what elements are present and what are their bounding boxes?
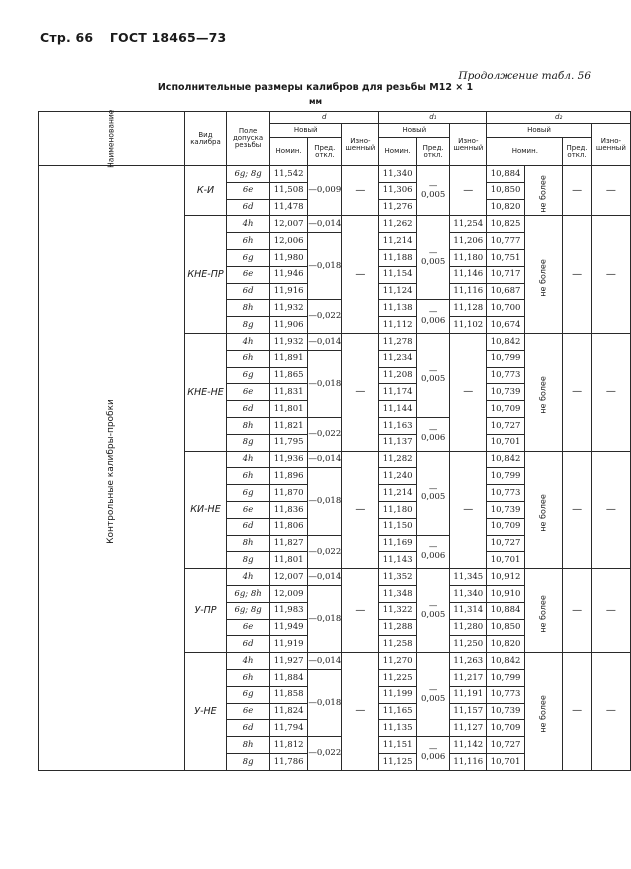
d2-deviation-cell: —: [563, 216, 591, 334]
d2-deviation-cell: —: [563, 569, 591, 653]
d1-nominal-cell: 11,282: [379, 451, 417, 468]
gauge-type-name: К-И: [184, 166, 226, 216]
d1-nominal-cell: 11,137: [379, 434, 417, 451]
d1-worn-cell: 11,102: [450, 317, 487, 334]
d-deviation-cell: —0,018: [308, 585, 342, 652]
d2-nominal-cell: 10,727: [487, 417, 525, 434]
tolerance-field-cell: 6g; 8h: [227, 585, 270, 602]
tolerance-field-cell: 6g: [227, 249, 270, 266]
d-nominal-cell: 11,806: [270, 518, 308, 535]
d2-nominal-cell: 10,884: [487, 602, 525, 619]
d2-nominal-cell: 10,701: [487, 552, 525, 569]
d2-worn-cell: —: [591, 653, 630, 771]
d1-worn-cell: 11,280: [450, 619, 487, 636]
d1-nominal-cell: 11,278: [379, 333, 417, 350]
tolerance-field-cell: 6e: [227, 501, 270, 518]
standard-number: ГОСТ 18465—73: [109, 30, 227, 45]
d1-nominal-cell: 11,322: [379, 602, 417, 619]
d-nominal-cell: 11,824: [270, 703, 308, 720]
d-nominal-cell: 11,916: [270, 283, 308, 300]
d1-new-header: Новый: [379, 124, 450, 138]
d-worn-cell: —: [342, 569, 379, 653]
d2-nominal-cell: 10,799: [487, 350, 525, 367]
d-nominal-cell: 11,795: [270, 434, 308, 451]
d2-nominal-cell: 10,842: [487, 333, 525, 350]
d2-nominal-cell: 10,709: [487, 401, 525, 418]
category-header: Наименование: [39, 112, 185, 166]
d2-worn-cell: —: [591, 166, 630, 216]
d1-worn-cell: 11,180: [450, 249, 487, 266]
max-note-cell: [524, 653, 562, 771]
d1-nominal-cell: 11,150: [379, 518, 417, 535]
d1-worn-cell: 11,250: [450, 636, 487, 653]
d1-nominal-cell: 11,144: [379, 401, 417, 418]
d-nominal-cell: 11,836: [270, 501, 308, 518]
d2-nominal-cell: 10,910: [487, 585, 525, 602]
d2-nominal-cell: 10,912: [487, 569, 525, 586]
gauge-dimensions-table: [38, 111, 631, 771]
d2-nominal-cell: 10,674: [487, 317, 525, 334]
tolerance-field-cell: 6e: [227, 182, 270, 199]
d1-deviation-cell: —0,005: [416, 166, 449, 216]
tolerance-field-cell: 8g: [227, 317, 270, 334]
max-note-label: не более: [538, 494, 548, 532]
max-note-cell: [524, 451, 562, 569]
d-nominal-cell: 11,508: [270, 182, 308, 199]
gauge-type-name: КИ-НЕ: [184, 451, 226, 569]
d-nominal-cell: 12,009: [270, 585, 308, 602]
d1-nominal-cell: 11,143: [379, 552, 417, 569]
d1-deviation-header: Пред. откл.: [416, 138, 449, 166]
d1-nominal-cell: 11,352: [379, 569, 417, 586]
d-nominal-cell: 11,478: [270, 199, 308, 216]
d1-worn-cell: 11,254: [450, 216, 487, 233]
max-note-cell: [524, 569, 562, 653]
d1-worn-cell: 11,157: [450, 703, 487, 720]
d1-deviation-cell: —0,005: [416, 333, 449, 417]
tolerance-field-cell: 6d: [227, 401, 270, 418]
d-nominal-cell: 11,906: [270, 317, 308, 334]
d2-nominal-cell: 10,739: [487, 501, 525, 518]
d1-nominal-cell: 11,214: [379, 485, 417, 502]
d-deviation-cell: —0,022: [308, 417, 342, 451]
d1-worn-cell: 11,314: [450, 602, 487, 619]
d-deviation-cell: —0,014: [308, 216, 342, 233]
d-nominal-cell: 11,932: [270, 300, 308, 317]
d1-nominal-cell: 11,125: [379, 753, 417, 770]
d-nominal-cell: 11,542: [270, 166, 308, 183]
tolerance-field-cell: 6g: [227, 686, 270, 703]
d-header: d: [270, 112, 379, 124]
page-number: Стр. 66: [40, 30, 94, 45]
d-nominal-cell: 11,983: [270, 602, 308, 619]
d1-nominal-cell: 11,124: [379, 283, 417, 300]
max-note-cell: [524, 166, 562, 216]
d1-worn-cell: —: [450, 166, 487, 216]
d1-nominal-cell: 11,135: [379, 720, 417, 737]
d2-nominal-cell: 10,717: [487, 266, 525, 283]
d1-nominal-cell: 11,276: [379, 199, 417, 216]
tolerance-field-cell: 8h: [227, 535, 270, 552]
d1-nominal-cell: 11,154: [379, 266, 417, 283]
d1-nominal-cell: 11,348: [379, 585, 417, 602]
d2-nominal-cell: 10,820: [487, 199, 525, 216]
d-deviation-header: Пред. откл.: [308, 138, 342, 166]
d-nominal-cell: 11,865: [270, 367, 308, 384]
d1-nominal-cell: 11,138: [379, 300, 417, 317]
d-nominal-cell: 11,891: [270, 350, 308, 367]
d-worn-header: Изно- шенный: [342, 124, 379, 166]
tolerance-field-cell: 4h: [227, 653, 270, 670]
d1-nominal-header: Номин.: [379, 138, 417, 166]
tolerance-field-cell: 6h: [227, 468, 270, 485]
d2-nominal-cell: 10,727: [487, 737, 525, 754]
d2-nominal-cell: 10,820: [487, 636, 525, 653]
d1-nominal-cell: 11,208: [379, 367, 417, 384]
tolerance-field-cell: 4h: [227, 216, 270, 233]
tolerance-field-cell: 4h: [227, 451, 270, 468]
tolerance-field-cell: 6h: [227, 669, 270, 686]
tolerance-field-cell: 6h: [227, 233, 270, 250]
tolerance-field-cell: 6h: [227, 350, 270, 367]
d2-nominal-cell: 10,825: [487, 216, 525, 233]
d2-nominal-cell: 10,850: [487, 182, 525, 199]
max-note-cell: [524, 333, 562, 451]
d2-nominal-cell: 10,687: [487, 283, 525, 300]
d2-nominal-cell: 10,739: [487, 384, 525, 401]
tolerance-field-cell: 6e: [227, 384, 270, 401]
d2-nominal-cell: 10,884: [487, 166, 525, 183]
d1-worn-cell: 11,345: [450, 569, 487, 586]
d1-nominal-cell: 11,340: [379, 166, 417, 183]
d1-nominal-cell: 11,270: [379, 653, 417, 670]
d1-nominal-cell: 11,180: [379, 501, 417, 518]
d-nominal-cell: 12,007: [270, 569, 308, 586]
d-deviation-cell: —0,018: [308, 233, 342, 300]
tolerance-field-cell: 6d: [227, 720, 270, 737]
d-nominal-cell: 11,919: [270, 636, 308, 653]
table-continuation-note: Продолжение табл. 56: [458, 70, 591, 82]
d2-nominal-cell: 10,773: [487, 686, 525, 703]
tolerance-field-cell: 6d: [227, 518, 270, 535]
d2-worn-header: Изно- шенный: [591, 124, 630, 166]
d-nominal-cell: 11,831: [270, 384, 308, 401]
d1-nominal-cell: 11,169: [379, 535, 417, 552]
max-note-label: не более: [538, 376, 548, 414]
d1-worn-cell: 11,191: [450, 686, 487, 703]
gauge-type-name: У-НЕ: [184, 653, 226, 771]
d1-nominal-cell: 11,234: [379, 350, 417, 367]
d-nominal-cell: 11,896: [270, 468, 308, 485]
d-deviation-cell: —0,022: [308, 300, 342, 334]
d2-nominal-cell: 10,850: [487, 619, 525, 636]
d1-worn-cell: —: [450, 333, 487, 451]
tolerance-field-cell: 4h: [227, 569, 270, 586]
d-worn-cell: —: [342, 166, 379, 216]
d2-nominal-cell: 10,739: [487, 703, 525, 720]
d1-worn-header: Изно- шенный: [450, 124, 487, 166]
d1-deviation-cell: —0,006: [416, 737, 449, 771]
category-label: Контрольные калибры-пробки: [105, 398, 116, 544]
d1-worn-cell: 11,263: [450, 653, 487, 670]
d2-nominal-cell: 10,709: [487, 518, 525, 535]
d1-worn-cell: 11,146: [450, 266, 487, 283]
d2-deviation-cell: —: [563, 333, 591, 451]
gauge-type-name: У-ПР: [184, 569, 226, 653]
d1-nominal-cell: 11,306: [379, 182, 417, 199]
d-deviation-cell: —0,014: [308, 653, 342, 670]
d-nominal-cell: 11,870: [270, 485, 308, 502]
d2-deviation-cell: —: [563, 451, 591, 569]
d-worn-cell: —: [342, 451, 379, 569]
tolerance-field-cell: 8h: [227, 417, 270, 434]
tolerance-field-cell: 8h: [227, 737, 270, 754]
max-note-label: не более: [538, 174, 548, 213]
d2-nominal-cell: 10,842: [487, 451, 525, 468]
unit-label: мм: [308, 97, 323, 106]
d2-nominal-cell: 10,799: [487, 669, 525, 686]
d1-worn-cell: 11,206: [450, 233, 487, 250]
tolerance-field-header: Поле допуска резьбы: [227, 112, 270, 166]
d1-worn-cell: 11,142: [450, 737, 487, 754]
d1-nominal-cell: 11,163: [379, 417, 417, 434]
d2-worn-cell: —: [591, 216, 630, 334]
d-deviation-cell: —0,018: [308, 350, 342, 417]
d1-worn-cell: —: [450, 451, 487, 569]
d1-deviation-cell: —0,005: [416, 569, 449, 653]
d1-deviation-cell: —0,005: [416, 653, 449, 737]
d-nominal-cell: 11,949: [270, 619, 308, 636]
d-nominal-cell: 11,812: [270, 737, 308, 754]
d-nominal-cell: 11,858: [270, 686, 308, 703]
d1-header: d₁: [379, 112, 487, 124]
d1-nominal-cell: 11,225: [379, 669, 417, 686]
table-row: [39, 166, 631, 183]
d1-worn-cell: 11,127: [450, 720, 487, 737]
tolerance-field-cell: 6e: [227, 703, 270, 720]
d-nominal-cell: 11,936: [270, 451, 308, 468]
d-nominal-cell: 11,884: [270, 669, 308, 686]
d-worn-cell: —: [342, 333, 379, 451]
d1-nominal-cell: 11,165: [379, 703, 417, 720]
d2-new-header: Новый: [487, 124, 592, 138]
table-body: [39, 166, 631, 771]
category-cell: [39, 166, 185, 771]
d2-worn-cell: —: [591, 333, 630, 451]
d1-nominal-cell: 11,258: [379, 636, 417, 653]
tolerance-field-cell: 6g: [227, 367, 270, 384]
d-nominal-cell: 11,927: [270, 653, 308, 670]
d2-nominal-cell: 10,709: [487, 720, 525, 737]
d1-nominal-cell: 11,199: [379, 686, 417, 703]
d-nominal-header: Номин.: [270, 138, 308, 166]
d2-nominal-cell: 10,701: [487, 753, 525, 770]
d2-nominal-cell: 10,773: [487, 367, 525, 384]
d2-nominal-cell: 10,751: [487, 249, 525, 266]
d-nominal-cell: 11,932: [270, 333, 308, 350]
d-deviation-cell: —0,014: [308, 569, 342, 586]
max-note-cell: [524, 216, 562, 334]
d1-worn-cell: 11,340: [450, 585, 487, 602]
d-nominal-cell: 11,794: [270, 720, 308, 737]
d2-nominal-cell: 10,777: [487, 233, 525, 250]
tolerance-field-cell: 6d: [227, 283, 270, 300]
d-nominal-cell: 11,786: [270, 753, 308, 770]
d-nominal-cell: 11,801: [270, 552, 308, 569]
d-nominal-cell: 11,827: [270, 535, 308, 552]
d2-header: d₂: [487, 112, 631, 124]
d-new-header: Новый: [270, 124, 342, 138]
d-nominal-cell: 12,006: [270, 233, 308, 250]
gauge-type-name: КНЕ-НЕ: [184, 333, 226, 451]
d-nominal-cell: 11,946: [270, 266, 308, 283]
tolerance-field-cell: 4h: [227, 333, 270, 350]
d2-nominal-cell: 10,700: [487, 300, 525, 317]
gauge-type-name: КНЕ-ПР: [184, 216, 226, 334]
d-nominal-cell: 12,007: [270, 216, 308, 233]
tolerance-field-cell: 6e: [227, 619, 270, 636]
d1-nominal-cell: 11,174: [379, 384, 417, 401]
tolerance-field-cell: 6g; 8g: [227, 166, 270, 183]
d2-nominal-cell: 10,799: [487, 468, 525, 485]
d1-nominal-cell: 11,262: [379, 216, 417, 233]
d-nominal-cell: 11,801: [270, 401, 308, 418]
d1-nominal-cell: 11,188: [379, 249, 417, 266]
d1-nominal-cell: 11,214: [379, 233, 417, 250]
tolerance-field-cell: 8g: [227, 753, 270, 770]
d2-nominal-cell: 10,773: [487, 485, 525, 502]
d2-nominal-cell: 10,701: [487, 434, 525, 451]
tolerance-field-cell: 6d: [227, 636, 270, 653]
tolerance-field-cell: 8g: [227, 552, 270, 569]
d1-deviation-cell: —0,005: [416, 451, 449, 535]
d1-worn-cell: 11,217: [450, 669, 487, 686]
d2-nominal-cell: 10,727: [487, 535, 525, 552]
d1-nominal-cell: 11,112: [379, 317, 417, 334]
tolerance-field-cell: 6g; 8g: [227, 602, 270, 619]
d-deviation-cell: —0,009: [308, 166, 342, 216]
d1-nominal-cell: 11,240: [379, 468, 417, 485]
tolerance-field-cell: 6g: [227, 485, 270, 502]
d1-deviation-cell: —0,006: [416, 535, 449, 569]
d-nominal-cell: 11,980: [270, 249, 308, 266]
d1-nominal-cell: 11,151: [379, 737, 417, 754]
tolerance-field-cell: 8h: [227, 300, 270, 317]
d2-nominal-header: Номин.: [487, 138, 563, 166]
d-deviation-cell: —0,022: [308, 535, 342, 569]
d-deviation-cell: —0,018: [308, 468, 342, 535]
tolerance-field-cell: 6e: [227, 266, 270, 283]
d1-worn-cell: 11,116: [450, 753, 487, 770]
tolerance-field-cell: 6d: [227, 199, 270, 216]
d1-worn-cell: 11,128: [450, 300, 487, 317]
d2-deviation-cell: —: [563, 653, 591, 771]
max-note-label: не более: [538, 594, 548, 633]
page-header: [40, 30, 226, 45]
d1-worn-cell: 11,116: [450, 283, 487, 300]
d-deviation-cell: —0,022: [308, 737, 342, 771]
d2-deviation-cell: —: [563, 166, 591, 216]
d1-nominal-cell: 11,288: [379, 619, 417, 636]
table-title: Исполнительные размеры калибров для резьбы M12 × 1: [157, 82, 474, 93]
max-note-label: не более: [538, 258, 548, 297]
d2-worn-cell: —: [591, 569, 630, 653]
tolerance-field-cell: 8g: [227, 434, 270, 451]
d-deviation-cell: —0,018: [308, 669, 342, 736]
d2-deviation-header: Пред. откл.: [563, 138, 591, 166]
d1-deviation-cell: —0,005: [416, 216, 449, 300]
max-note-label: не более: [538, 695, 548, 734]
d-deviation-cell: —0,014: [308, 333, 342, 350]
d2-worn-cell: —: [591, 451, 630, 569]
d1-deviation-cell: —0,006: [416, 300, 449, 334]
d2-nominal-cell: 10,842: [487, 653, 525, 670]
d-worn-cell: —: [342, 653, 379, 771]
d1-deviation-cell: —0,006: [416, 417, 449, 451]
d-worn-cell: —: [342, 216, 379, 334]
d-deviation-cell: —0,014: [308, 451, 342, 468]
gauge-type-header: Вид калибра: [184, 112, 226, 166]
d-nominal-cell: 11,821: [270, 417, 308, 434]
